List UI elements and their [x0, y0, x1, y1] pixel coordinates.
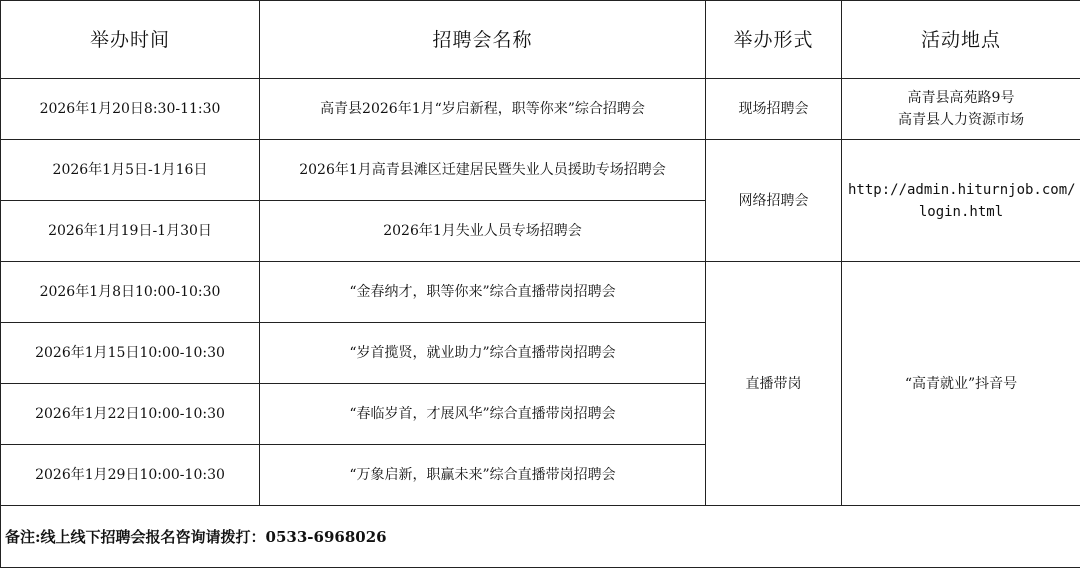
header-row: [1, 1, 1080, 79]
online-format: 网络招聘会: [706, 140, 842, 262]
row-time: 2026年1月20日8:30-11:30: [1, 79, 260, 140]
contact-note: 备注:线上线下招聘会报名咨询请拨打：0533-6968026: [1, 506, 1080, 568]
note-row: [1, 506, 1080, 568]
table-row: [1, 79, 1080, 140]
row-time: 2026年1月5日-1月16日: [1, 140, 260, 201]
online-location[interactable]: [842, 140, 1080, 262]
header-name: 招聘会名称: [260, 1, 706, 79]
row-time: 2026年1月19日-1月30日: [1, 201, 260, 262]
row-name: 2026年1月高青县滩区迁建居民暨失业人员援助专场招聘会: [260, 140, 706, 201]
row-name: 高青县2026年1月“岁启新程，职等你来”综合招聘会: [260, 79, 706, 140]
header-time: 举办时间: [1, 1, 260, 79]
livestream-format: 直播带岗: [706, 262, 842, 506]
row-name: “岁首揽贤，就业助力”综合直播带岗招聘会: [260, 323, 706, 384]
table-row: [1, 140, 1080, 201]
livestream-location: “高青就业”抖音号: [842, 262, 1080, 506]
onsite-location: [842, 79, 1080, 140]
row-name: “万象启新，职赢未来”综合直播带岗招聘会: [260, 445, 706, 506]
row-time: 2026年1月22日10:00-10:30: [1, 384, 260, 445]
row-name: “金春纳才，职等你来”综合直播带岗招聘会: [260, 262, 706, 323]
row-time: 2026年1月8日10:00-10:30: [1, 262, 260, 323]
header-format: 举办形式: [706, 1, 842, 79]
onsite-location-line2: 高青县人力资源市场: [848, 109, 1074, 131]
row-name: “春临岁首，才展风华”综合直播带岗招聘会: [260, 384, 706, 445]
row-time: 2026年1月15日10:00-10:30: [1, 323, 260, 384]
row-time: 2026年1月29日10:00-10:30: [1, 445, 260, 506]
onsite-location-line1: 高青县高苑路9号: [848, 87, 1074, 109]
onsite-format: 现场招聘会: [706, 79, 842, 140]
online-location-line2[interactable]: login.html: [848, 201, 1074, 223]
table-row: [1, 262, 1080, 323]
row-name: 2026年1月失业人员专场招聘会: [260, 201, 706, 262]
online-location-line1[interactable]: http://admin.hiturnjob.com/: [848, 179, 1074, 201]
header-location: 活动地点: [842, 1, 1080, 79]
